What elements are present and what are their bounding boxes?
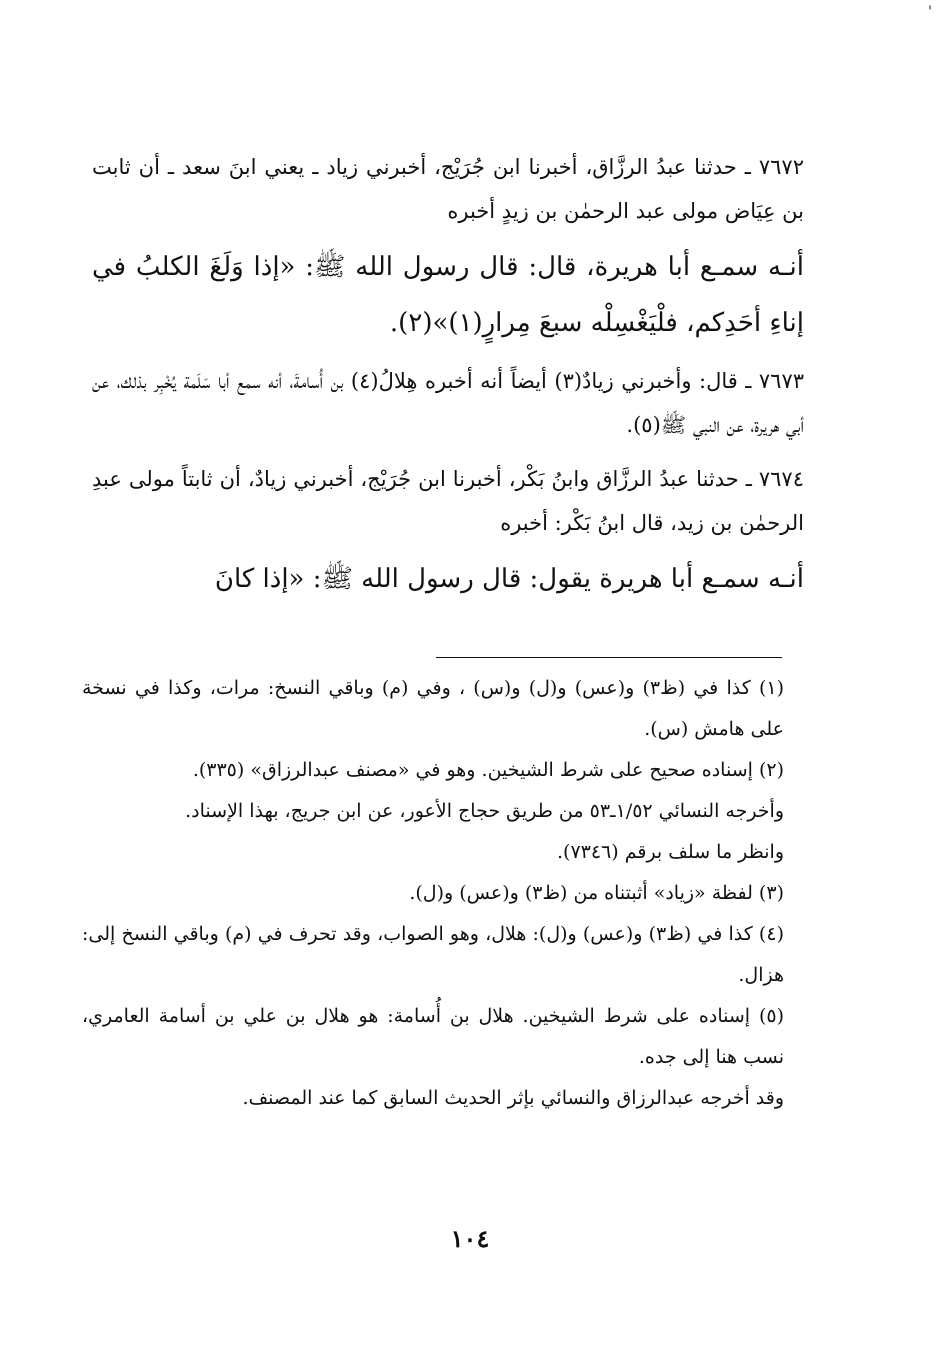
footnote-2-see-also: وانظر ما سلف برقم (٧٣٤٦). (556, 841, 784, 863)
footnote-5: (٥) إسناده على شرط الشيخين. هلال بن أُسامة: هو هلال بن علي بن أسامة العامري، نسب هنا إلى جده. (82, 1005, 784, 1068)
page-number: ١٠٤ (450, 1224, 490, 1253)
hadith-7672-isnad: ٧٦٧٢ ـ حدثنا عبدُ الرزَّاق، أخبرنا ابن جُرَيْج، أخبرني زياد ـ يعني ابنَ سعد ـ أن ثابت بن عِيَاض مولى عبد الرحمٰن بن زيدٍ أخبره (92, 155, 804, 223)
footnote-3: (٣) لفظة «زياد» أثبتناه من (ظ٣) و(عس) و(ل). (409, 882, 784, 904)
footnotes (82, 668, 784, 1119)
footnote-2-continued: وأخرجه النسائي ١/٥٢ـ٥٣ من طريق حجاج الأعور، عن ابن جريج، بهذا الإسناد. (185, 800, 784, 822)
footnote-divider (436, 657, 782, 658)
hadith-7672-matn: أنـه سمـع أبا هريرة، قال: قال رسول الله ﷺ: «إذا وَلَغَ الكلبُ في إناءِ أحَدِكم، فلْيَغْسِلْه سبعَ مِرارٍ(١)»(٢). (92, 252, 804, 338)
footnote-4: (٤) كذا في (ظ٣) و(عس) و(ل): هلال، وهو الصواب، وقد تحرف في (م) وباقي النسخ إلى: هزال. (82, 923, 784, 986)
footnote-2: (٢) إسناده صحيح على شرط الشيخين. وهو في «مصنف عبدالرزاق» (٣٣٥). (192, 759, 784, 781)
footnote-5-continued: وقد أخرجه عبدالرزاق والنسائي بإثر الحديث السابق كما عند المصنف. (242, 1087, 784, 1109)
hadith-7674-isnad: ٧٦٧٤ ـ حدثنا عبدُ الرزَّاق وابنُ بَكْر، أخبرنا ابن جُرَيْج، أخبرني زيادٌ، أن ثابتاً مولى عبدِ الرحمٰن بن زيد، قال ابنُ بَكْر: أخبره (92, 467, 804, 535)
main-text (92, 145, 804, 615)
hadith-7673-isnad: ٧٦٧٣ ـ قال: وأخبرني زيادٌ(٣) أيضاً أنه أخبره هِلالُ(٤) بن أُسامةَ، أنه سمع أبا سَلَمة يُخْبِر بذلك، عن أبي هريرة، عن النبي ﷺ(٥). (92, 369, 805, 437)
hadith-7674-matn: أنـه سمـع أبا هريرة يقول: قال رسول الله ﷺ: «إذا كانَ (214, 564, 804, 594)
footnote-1: (١) كذا في (ظ٣) و(عس) و(ل) و(س) ، وفي (م) وباقي النسخ: مرات، وكذا في نسخة على هامش (س). (82, 677, 785, 740)
corner-mark: ' (928, 4, 932, 20)
